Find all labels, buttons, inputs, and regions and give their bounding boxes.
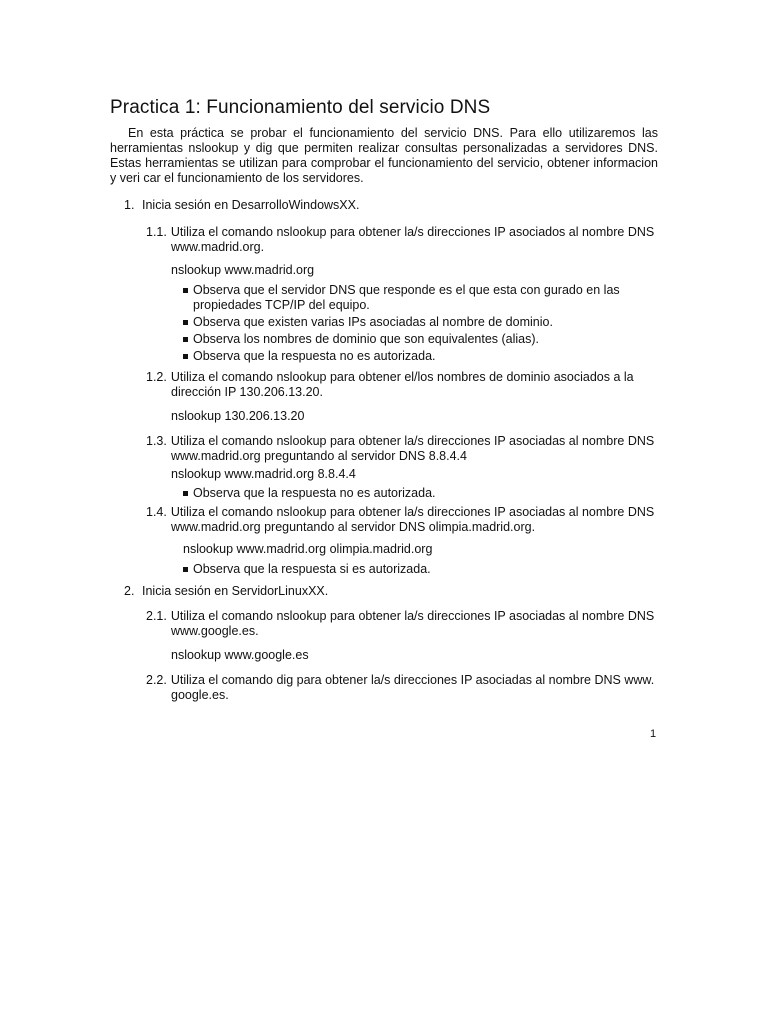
bullet-icon — [183, 288, 188, 293]
section-number: 2. — [124, 584, 135, 598]
subsection-number: 2.2. — [146, 673, 167, 687]
page-title: Practica 1: Funcionamiento del servicio DNS — [110, 97, 491, 118]
list-item: Observa los nombres de dominio que son equivalentes (alias). — [193, 332, 658, 347]
subsection-1-3 — [110, 434, 658, 464]
subsection-number: 1.3. — [146, 434, 167, 448]
subsection-number: 2.1. — [146, 609, 167, 623]
observation-list — [110, 486, 658, 501]
subsection-2-1 — [110, 609, 658, 639]
list-item: Observa que existen varias IPs asociadas al nombre de dominio. — [193, 315, 658, 330]
bullet-icon — [183, 567, 188, 572]
page-number: 1 — [650, 728, 657, 740]
intro-paragraph: En esta práctica se probar el funcionamiento del servicio DNS. Para ello utilizaremos las herramientas nslookup y dig que permiten realizar consultas personalizadas a servidores DNS. Estas herramientas se utilizan para comprobar el funcionamiento del servicio, obtener informacion y veri car el funcionamiento de los servidores. — [110, 126, 658, 185]
observation-list — [110, 562, 658, 577]
subsection-1-1 — [110, 225, 658, 255]
subsection-text: Utiliza el comando dig para obtener la/s direcciones IP asociadas al nombre DNS www. google.es. — [170, 673, 655, 702]
section-text: Inicia sesión en ServidorLinuxXX. — [142, 584, 329, 598]
section-heading — [110, 584, 658, 599]
subsection-1-2 — [110, 370, 658, 400]
section-1 — [110, 198, 658, 577]
list-item: Observa que el servidor DNS que responde es el que esta con gurado en las propiedades TCP/IP del equipo. — [193, 283, 658, 313]
subsection-number: 1.1. — [146, 225, 167, 239]
subsection-2-2 — [110, 673, 658, 703]
command-line: nslookup www.madrid.org — [171, 263, 315, 277]
document-page — [110, 96, 658, 703]
subsection-text: Utiliza el comando nslookup para obtener la/s direcciones IP asociadas al nombre DNS www.google.es. — [170, 609, 655, 638]
command-line: nslookup www.google.es — [171, 648, 309, 662]
subsection-number: 1.4. — [146, 505, 167, 519]
bullet-icon — [183, 320, 188, 325]
subsection-text: Utiliza el comando nslookup para obtener la/s direcciones IP asociadas al nombre DNS www.madrid.org preguntando al servidor DNS 8.8.4.4 — [170, 434, 655, 463]
section-2 — [110, 584, 658, 703]
bullet-icon — [183, 491, 188, 496]
subsection-text: Utiliza el comando nslookup para obtener la/s direcciones IP asociados al nombre DNS www.madrid.org. — [170, 225, 655, 254]
subsection-1-4 — [110, 505, 658, 535]
command-line: nslookup www.madrid.org 8.8.4.4 — [171, 467, 356, 481]
list-item: Observa que la respuesta si es autorizada. — [193, 562, 658, 577]
section-heading — [110, 198, 658, 213]
subsection-text: Utiliza el comando nslookup para obtener el/los nombres de dominio asociados a la dirección IP 130.206.13.20. — [170, 370, 634, 399]
observation-list — [110, 283, 658, 364]
subsection-number: 1.2. — [146, 370, 167, 384]
list-item: Observa que la respuesta no es autorizada. — [193, 486, 658, 501]
command-line: nslookup 130.206.13.20 — [171, 409, 305, 423]
command-line: nslookup www.madrid.org olimpia.madrid.org — [183, 542, 433, 556]
bullet-icon — [183, 337, 188, 342]
section-text: Inicia sesión en DesarrolloWindowsXX. — [142, 198, 360, 212]
bullet-icon — [183, 354, 188, 359]
list-item: Observa que la respuesta no es autorizada. — [193, 349, 658, 364]
section-number: 1. — [124, 198, 135, 212]
subsection-text: Utiliza el comando nslookup para obtener la/s direcciones IP asociadas al nombre DNS www.madrid.org preguntando al servidor DNS olimpia.madrid.org. — [170, 505, 655, 534]
